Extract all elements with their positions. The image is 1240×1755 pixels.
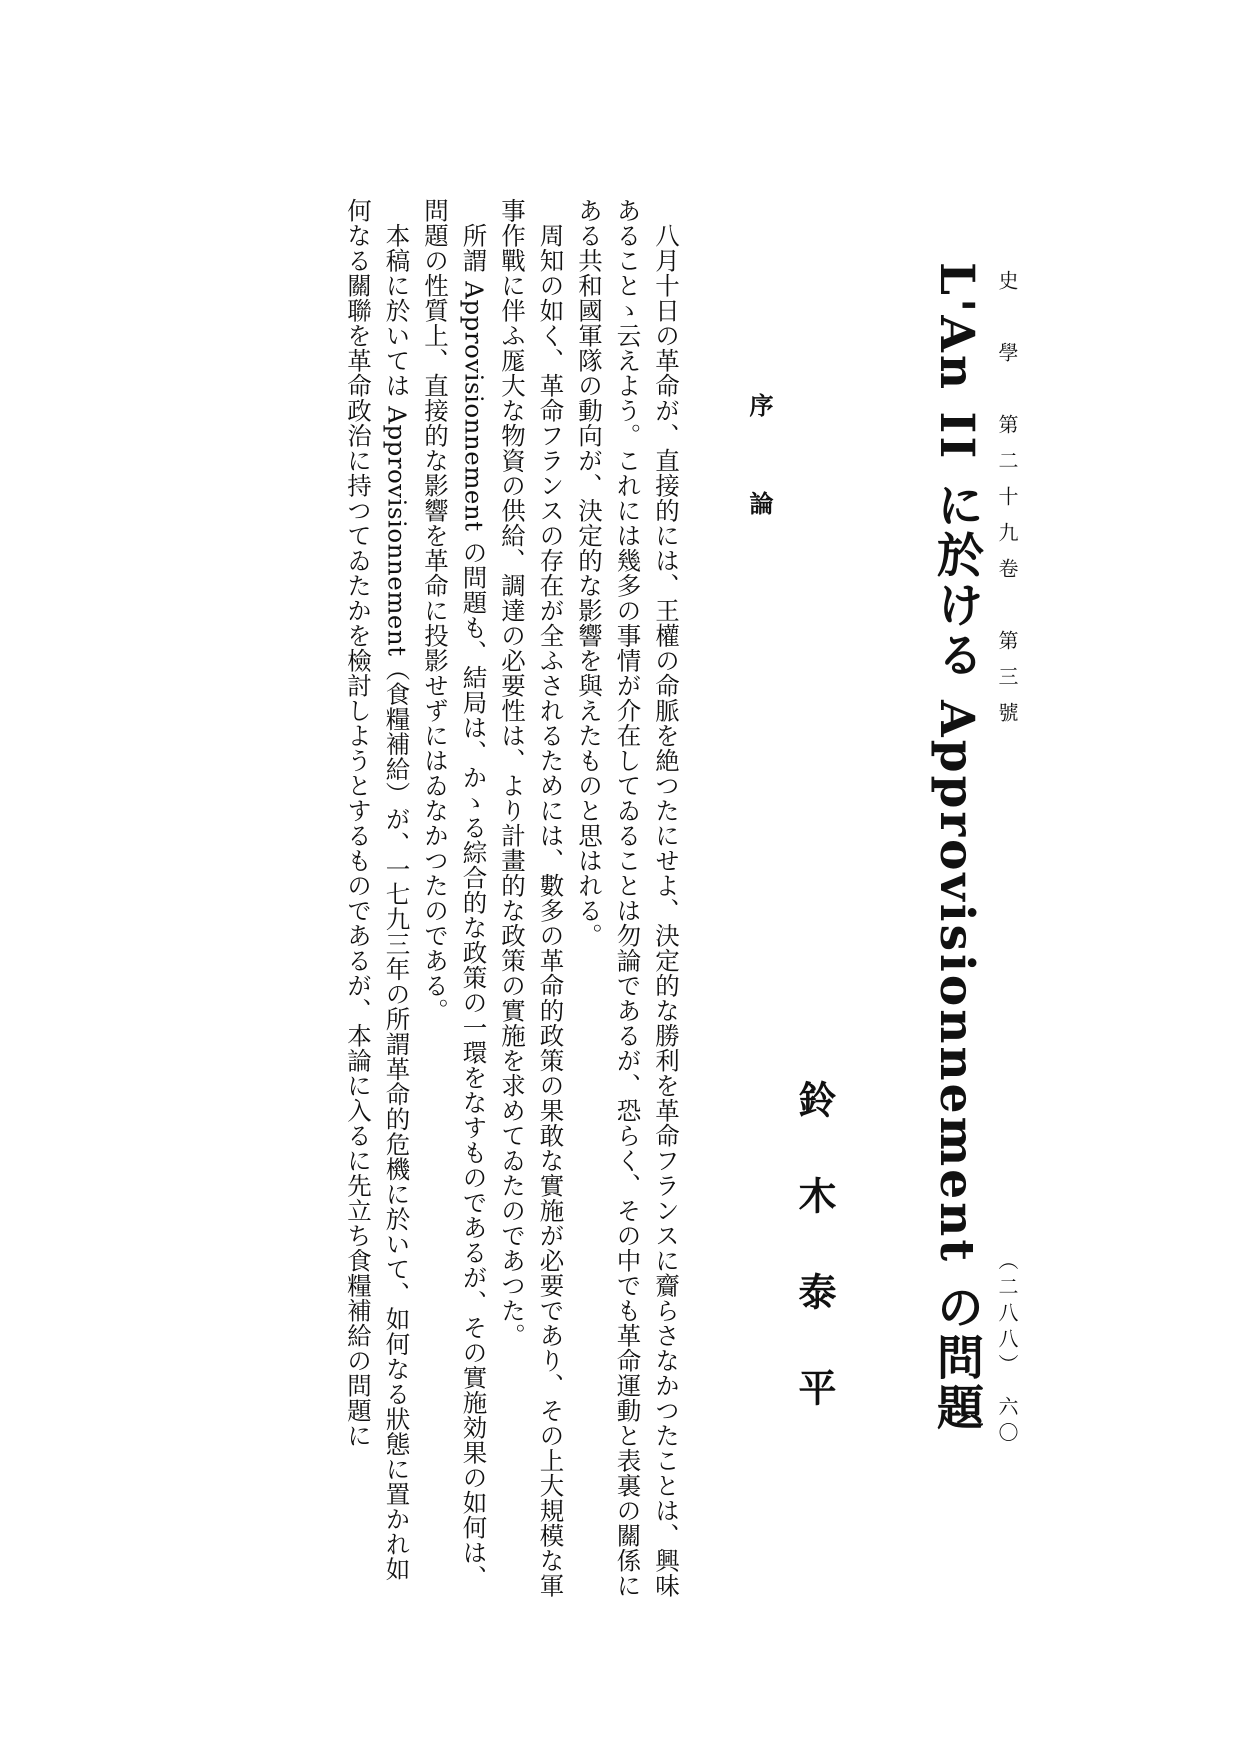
article-body bbox=[339, 198, 686, 1598]
paragraph: 本稿に於いては Approvisionnement（食糧補給）が、一七九三年の所謂革命的危機に於いて、如何なる狀態に置かれ如何なる關聯を革命政治に持つてゐたかを檢討しようとするものであるが、本論に入るに先立ち食糧補給の問題に bbox=[344, 198, 412, 1582]
author-name: 鈴木泰平 bbox=[792, 1080, 837, 1464]
section-heading: 序論 bbox=[745, 393, 774, 589]
paragraph: 所謂 Approvisionnement の問題も、結局は、かゝる綜合的な政策の一環をなすものであるが、その實施効果の如何は、問題の性質上、直接的な影響を革命に投影せずにはゐなかつたのである。 bbox=[421, 198, 489, 1590]
paragraph: 八月十日の革命が、直接的には、王權の命脈を絶つたにせよ、決定的な勝利を革命フランスに齎らさなかつたことは、興味あることゝ云えよう。これには幾多の事情が介在してゐることは勿論であるが、恐らく、その中でも革命運動と表裏の關係にある共和國軍隊の動向が、決定的な影響を與えたものと思はれる。 bbox=[575, 198, 681, 1598]
paragraph: 周知の如く、革命フランスの存在が全ふされるためには、數多の革命的政策の果敢な實施が必要であり、その上大規模な軍事作戰に伴ふ厖大な物資の供給、調達の必要性は、より計畫的な政策の實施を求めてゐたのであつた。 bbox=[498, 198, 566, 1598]
journal-header: 史 學 第二十九卷 第三號 bbox=[995, 270, 1019, 738]
page-number: （二八八） 六〇 bbox=[995, 1250, 1019, 1448]
article-title: L'An II に於ける Approvisionnement の問題 bbox=[929, 262, 984, 1434]
